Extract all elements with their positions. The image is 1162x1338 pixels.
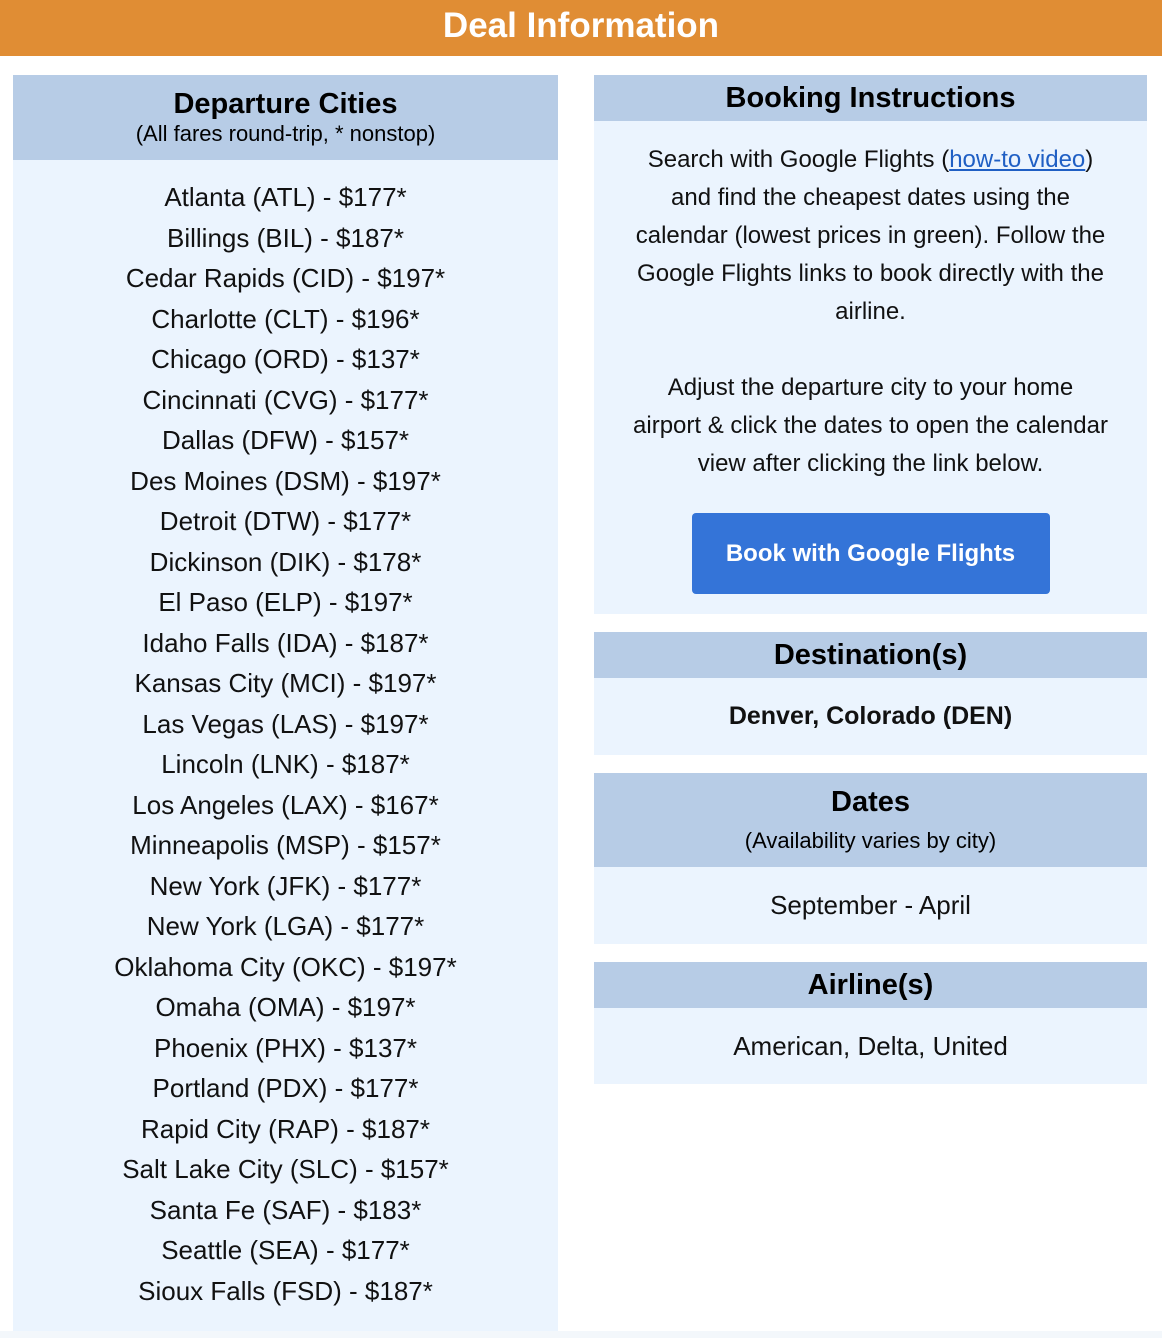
departure-city-item: New York (JFK) - $177* [149,870,422,901]
departure-city-item: Charlotte (CLT) - $196* [151,303,420,334]
departure-city-item: Idaho Falls (IDA) - $187* [142,627,429,658]
airlines-panel [594,962,1147,1084]
departure-city-item: Cincinnati (CVG) - $177* [142,384,429,415]
departure-cities-subtitle: (All fares round-trip, * nonstop) [135,121,436,146]
booking-instructions-body [594,121,1147,483]
departure-city-item: Phoenix (PHX) - $137* [153,1032,418,1063]
deal-information-banner [0,0,1162,56]
dates-panel [594,773,1147,944]
departure-city-item: Seattle (SEA) - $177* [161,1235,410,1265]
booking-paragraph-2: Adjust the departure city to your home airport & click the dates to open the calendar view after clicking the link below. [633,374,1108,477]
departure-city-item: Oklahoma City (OKC) - $197* [114,951,457,982]
destination-panel [594,632,1147,755]
booking-instructions-panel [594,75,1147,614]
departure-city-item: Salt Lake City (SLC) - $157* [122,1154,449,1184]
departure-city-item: Cedar Rapids (CID) - $197* [125,263,446,293]
departure-city-item: Dallas (DFW) - $157* [161,425,410,455]
departure-city-item: Detroit (DTW) - $177* [159,506,412,536]
bottom-divider [0,1331,1162,1338]
airlines-value: American, Delta, United [733,1031,1008,1061]
how-to-video-link[interactable]: how-to video [949,146,1086,173]
destination-title: Destination(s) [594,632,1147,678]
departure-cities-panel [13,75,558,1331]
departure-city-item: Portland (PDX) - $177* [152,1073,419,1103]
departure-city-item: Santa Fe (SAF) - $183* [149,1194,422,1225]
departure-city-item: Des Moines (DSM) - $197* [130,465,441,496]
departure-city-item: Kansas City (MCI) - $197* [134,668,437,698]
dates-subtitle: (Availability varies by city) [744,828,997,853]
departure-city-item: New York (LGA) - $177* [146,911,425,941]
departure-city-item: Sioux Falls (FSD) - $187* [138,1275,433,1306]
booking-text-before-link: Search with Google Flights ( [647,146,950,173]
departure-city-item: Chicago (ORD) - $137* [151,344,420,374]
destination-value: Denver, Colorado (DEN) [728,702,1013,730]
dates-header [594,773,1147,867]
departure-city-list [13,160,558,1311]
departure-cities-title: Departure Cities [173,88,398,120]
departure-city-item: Atlanta (ATL) - $177* [164,182,407,212]
departure-city-item: Lincoln (LNK) - $187* [161,749,410,779]
departure-cities-header [13,75,558,160]
dates-value: September - April [770,890,971,920]
booking-instructions-title: Booking Instructions [594,75,1147,121]
airlines-title: Airline(s) [594,962,1147,1008]
departure-city-item: Billings (BIL) - $187* [167,222,404,253]
booking-text-after-link: ) and find the cheapest dates using the calendar (lowest prices in green). Follow the Google Flights links to book directly with the airline. [635,146,1106,325]
departure-city-item: Las Vegas (LAS) - $197* [142,708,429,739]
dates-title: Dates [831,786,910,818]
departure-city-item: Los Angeles (LAX) - $167* [132,789,439,820]
booking-paragraph-1 [632,141,1109,331]
departure-city-item: El Paso (ELP) - $197* [158,587,413,617]
departure-city-item: Rapid City (RAP) - $187* [141,1113,430,1144]
departure-city-item: Omaha (OMA) - $197* [155,992,416,1022]
departure-city-item: Dickinson (DIK) - $178* [149,546,422,577]
page-title: Deal Information [442,6,720,45]
departure-city-item: Minneapolis (MSP) - $157* [130,830,441,860]
book-with-google-flights-button[interactable]: Book with Google Flights [692,513,1050,594]
